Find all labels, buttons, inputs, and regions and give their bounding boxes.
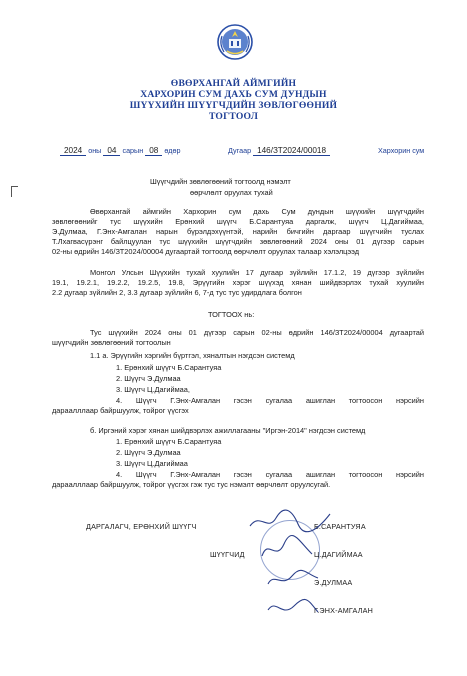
judge-2-signature	[262, 564, 322, 594]
chair-signature	[246, 506, 336, 536]
para1-line-5: 02-ны өдрийн 146/ЗТ2024/00004 дугаартай тогтоолд өөрчлөлт оруулах талаар хэлэлцээд	[52, 247, 360, 256]
para1-line-4: Т.Лхагвасүрэнг байлцуулан тус шүүхийн шүүгчдийн зөвлөгөөний 2024 оны 01 дүгээр сарын	[52, 237, 424, 246]
number-label: Дугаар	[228, 146, 252, 155]
section-b-item-2: 2. Шүүгч Э.Дулмаа	[116, 448, 181, 457]
section-a-item-3: 3. Шүүгч Ц.Дагиймаа,	[116, 385, 190, 394]
margin-corner-mark	[11, 186, 18, 197]
date-month-suffix: сарын	[122, 146, 144, 155]
document-place: Хархорин сум	[378, 146, 425, 155]
judge-1-signature	[258, 534, 318, 564]
para1-line-2: зөвлөгөөнийг тус шүүхийн Ерөнхий шүүгч Б.Сарантуяа даргалж, шүүгч Ц.Дагиймаа,	[52, 217, 424, 226]
para1-line-3: Э.Дулмаа, Г.Энх-Амгалан нарын бүрэлдэхүүнтэй, нарийн бичгийн даргаар шүүгчийн туслах	[52, 227, 424, 236]
section-b-item-1: 1. Ерөнхий шүүгч Б.Сарантуяа	[116, 437, 222, 446]
para3-line-1: Тус шүүхийн 2024 оны 01 дүгээр сарын 02-ны өдрийн 146/ЗТ2024/00004 дугаартай	[90, 328, 424, 337]
subject-line-1: Шүүгчдийн зөвлөгөөний тогтоолд нэмэлт	[150, 177, 291, 186]
para3-line-2: шүүгчдийн зөвлөгөөний тогтоолын	[52, 338, 171, 347]
section-b-item-3: 3. Шүүгч Ц.Дагиймаа	[116, 459, 188, 468]
date-year: 2024	[60, 146, 86, 156]
judge-3-signature	[262, 592, 322, 622]
date-day: 08	[145, 146, 162, 156]
judge-2-name: Э.ДУЛМАА	[314, 578, 353, 587]
org-name-line-1: ӨВӨРХАНГАЙ АЙМГИЙН	[170, 78, 297, 89]
date-month: 04	[103, 146, 120, 156]
judge-3-name: Г.ЭНХ-АМГАЛАН	[314, 606, 373, 615]
document-date	[60, 146, 181, 155]
section-b-item-4-line-1: 4. Шүүгч Г.Энх-Амгалан гэсэн сугалаа ашиглан тогтоосон нэрсийн	[116, 470, 424, 479]
judge-1-name: Ц.ДАГИЙМАА	[314, 550, 363, 559]
date-year-suffix: оны	[88, 146, 102, 155]
org-name-line-2: ХАРХОРИН СУМ ДАХЬ СУМ ДУНДЫН	[140, 89, 327, 100]
date-day-suffix: өдөр	[164, 146, 181, 155]
para1-line-1: Өвөрхангай аймгийн Хархорин сум дахь Сум дундын шүүхийн шүүгчдийн	[90, 207, 424, 216]
number-value: 146/ЗТ2024/00018	[253, 146, 330, 156]
org-name-line-3: ШҮҮХИЙН ШҮҮГЧДИЙН ЗӨВЛӨГӨӨНИЙ	[129, 100, 338, 111]
state-emblem-icon	[216, 22, 254, 62]
section-b-heading: б. Иргэний хэрэг хянан шийдвэрлэх ажиллагааны "Иргэн-2014" нэгдсэн системд	[90, 426, 366, 435]
section-a-item-4-line-2: дараалллаар байршуулж, тойрог үүсгэх	[52, 406, 189, 415]
para2-line-1: Монгол Улсын Шүүхийн тухай хуулийн 17 дугаар зүйлийн 17.1.2, 19 дүгээр зүйлийн	[90, 268, 424, 277]
para2-line-2: 19.1, 19.2.1, 19.2.2, 19.2.5, 19.8, Эрүүгийн хэрэг шүүхэд хянан шийдвэрлэх тухай хуулийн	[52, 278, 424, 287]
section-a-item-4-line-1: 4. Шүүгч Г.Энх-Амгалан гэсэн сугалаа ашиглан тогтоосон нэрсийн	[116, 396, 424, 405]
section-a-item-2: 2. Шүүгч Э.Дулмаа	[116, 374, 181, 383]
subject-line-2: өөрчлөлт оруулах тухай	[190, 188, 273, 197]
section-a-item-1: 1. Ерөнхий шүүгч Б.Сарантуяа	[116, 363, 222, 372]
section-b-item-4-line-2: дараалллаар байршуулж, тойрог үүсгэх гэж тус тус нэмэлт өөрчлөлт оруулсугай.	[52, 480, 331, 489]
chair-title: ДАРГАЛАГЧ, ЕРӨНХИЙ ШҮҮГЧ	[86, 522, 197, 531]
resolves-heading: ТОГТООХ нь:	[208, 310, 255, 319]
chair-name: Б.САРАНТУЯА	[314, 522, 366, 531]
para2-line-3: 2.2 дугаар зүйлийн 2, 3.3 дугаар зүйлийн 6, 7-д тус тус удирдлага болгон	[52, 288, 302, 297]
document-type: ТОГТООЛ	[208, 111, 259, 122]
section-a-heading: 1.1 а. Эрүүгийн хэргийн бүртгэл, хяналтын нэгдсэн системд	[90, 351, 295, 360]
judges-title: ШҮҮГЧИД	[210, 550, 245, 559]
document-number	[228, 146, 330, 155]
